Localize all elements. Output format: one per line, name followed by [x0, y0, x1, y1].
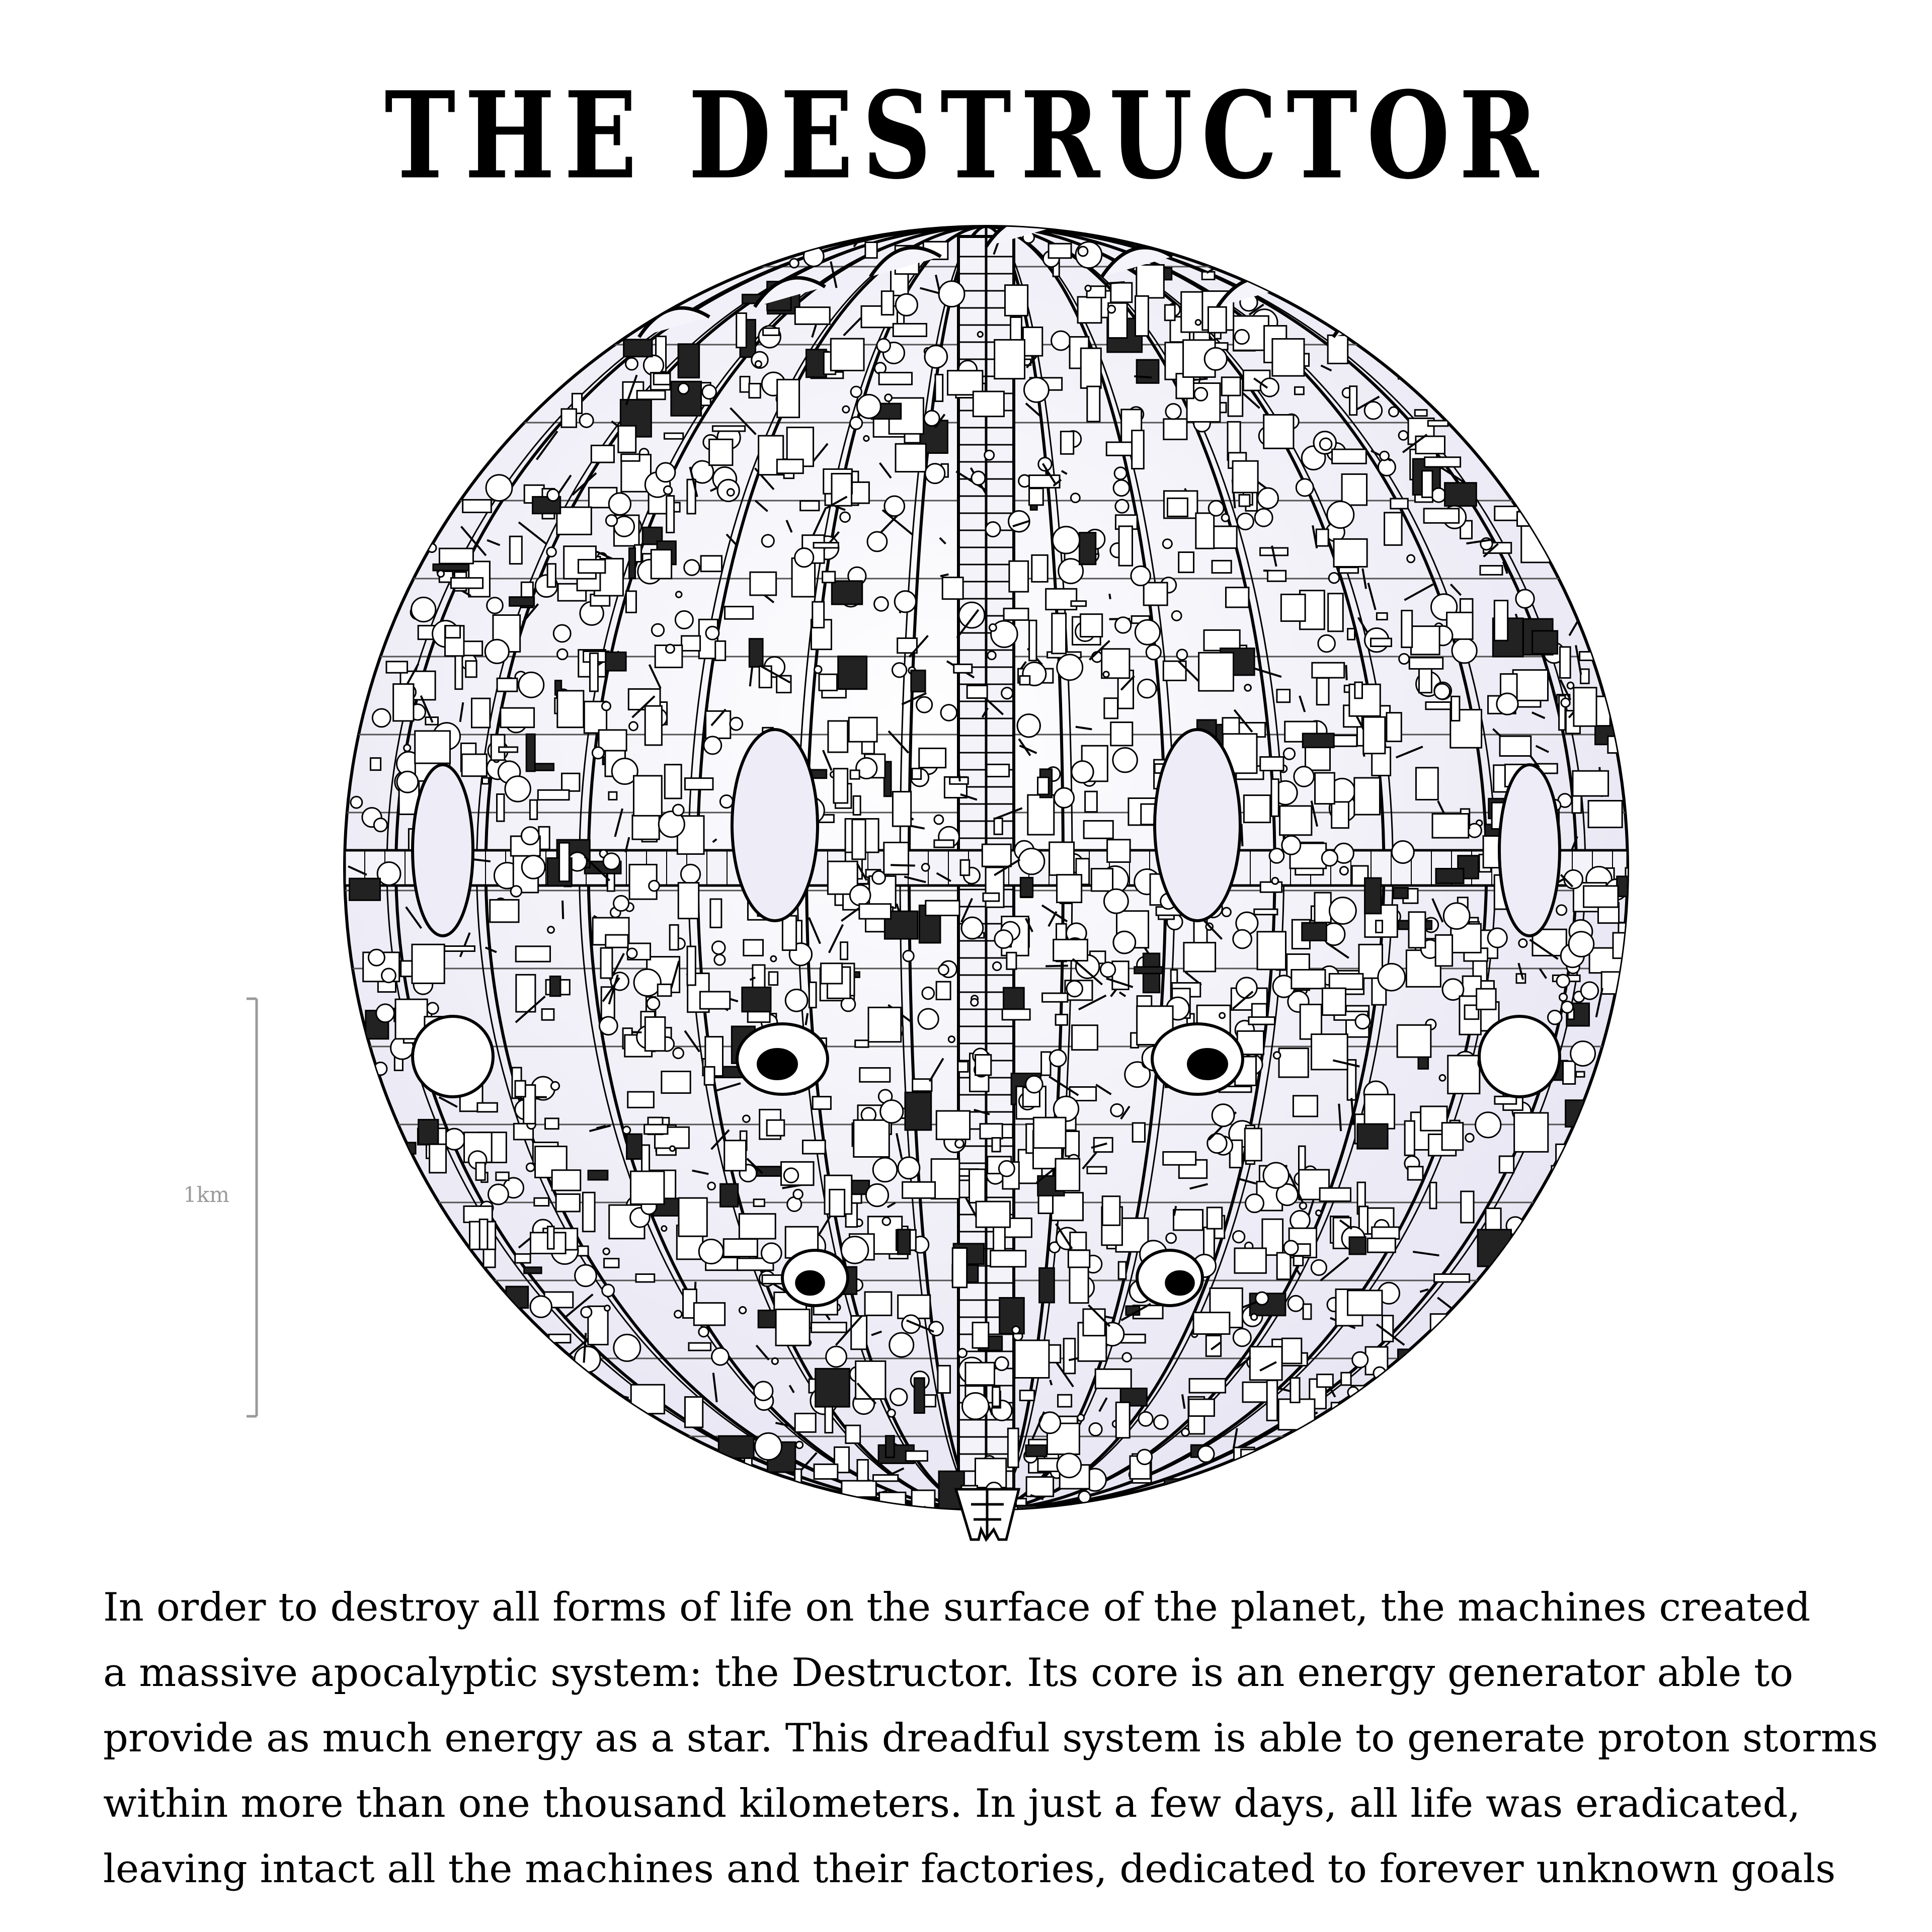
description-paragraph: [103, 1575, 1894, 1902]
description-line: In order to destroy all forms of life on the surface of the planet, the machines created: [103, 1585, 1811, 1630]
description-line: provide as much energy as a star. This dreadful system is able to generate proton storms: [103, 1716, 1878, 1761]
scale-bar: [247, 999, 257, 1416]
description-line: a massive apocalyptic system: the Destructor. Its core is an energy generator able to: [103, 1650, 1794, 1696]
description-line: leaving intact all the machines and their factories, dedicated to forever unknown goals: [103, 1846, 1836, 1892]
scale-bar-label: 1km: [183, 1182, 229, 1207]
description-line: within more than one thousand kilometers. In just a few days, all life was eradicated,: [103, 1781, 1801, 1826]
bottom-spire: [956, 1489, 1019, 1540]
page-title: THE DESTRUCTOR: [384, 65, 1548, 206]
